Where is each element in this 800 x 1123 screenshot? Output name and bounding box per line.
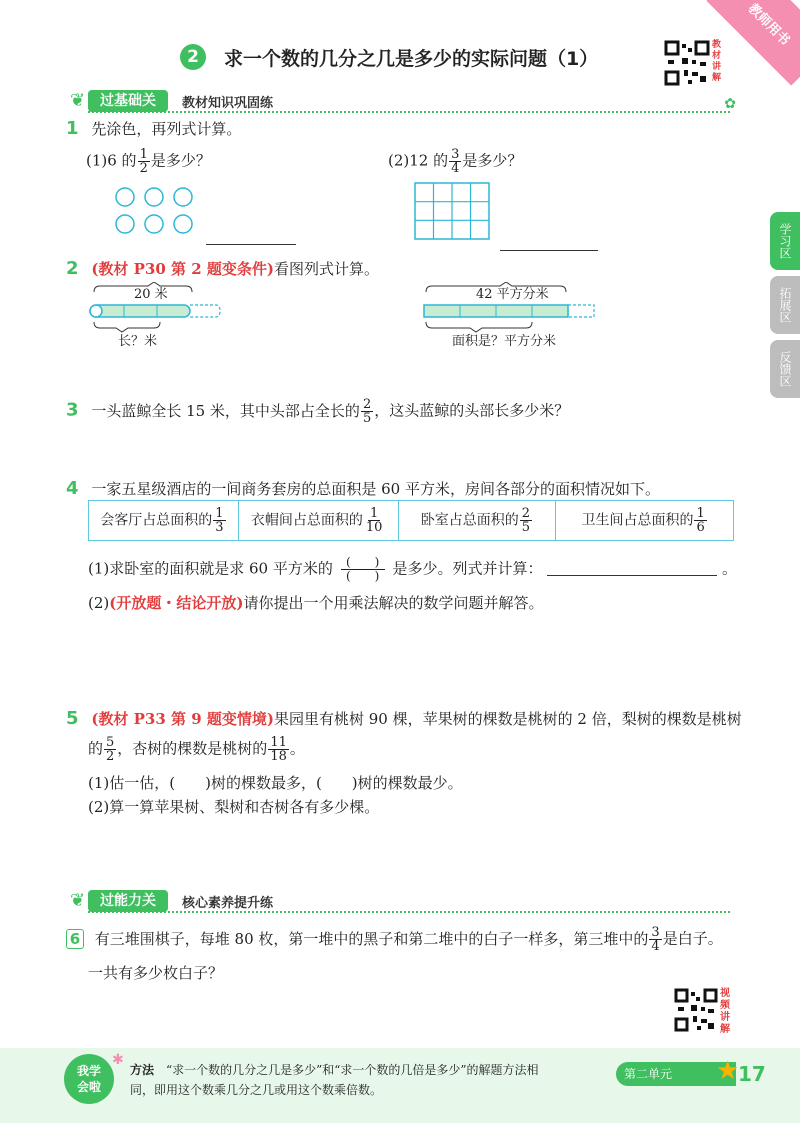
q1-part1: (1)6 的 $\frac{1}{2}$ 是多少？ [86, 147, 211, 176]
section-basic-bar [66, 90, 736, 112]
question-1: 1 先涂色，再列式计算。 [66, 118, 242, 139]
q1-grid[interactable] [414, 182, 490, 240]
table-cell: 衣帽间占总面积的 $\frac{1}{10}$ [238, 501, 398, 541]
footer-unit: 第二单元 [616, 1062, 736, 1086]
video-caption: 视 频 讲 解 [720, 988, 730, 1035]
qr-code-icon[interactable] [664, 40, 710, 86]
section-basic-subtitle: 教材知识巩固练 [182, 96, 274, 111]
table-cell: 会客厅占总面积的 $\frac{1}{3}$ [89, 501, 239, 541]
qr-caption: 教 材 讲 解 [712, 40, 722, 83]
q5-sub2: (2)算一算苹果树、梨树和杏树各有多少棵。 [88, 798, 380, 816]
question-4: 4 一家五星级酒店的一间商务套房的总面积是 60 平方米，房间各部分的面积情况如下。 [66, 478, 660, 499]
q1-answer-line-2[interactable] [500, 250, 598, 251]
flower-icon: ✿ [724, 96, 736, 112]
corner-badge-text: 教师用书 [744, 1, 793, 49]
leaf-icon: ❦ [70, 90, 86, 111]
q4-sub2: (2)(开放题・结论开放)请你提出一个用乘法解决的数学问题并解答。 [88, 594, 544, 612]
section-ability-bar [66, 890, 730, 912]
question-6: 6 有三堆围棋子，每堆 80 枚，第一堆中的黑子和第二堆中的白子一样多，第三堆中的 $\frac{3}{4}$ 是白子。 [66, 926, 756, 953]
leaf-icon: ❦ [70, 890, 86, 911]
q5-sub1[interactable]: (1)估一估，( )树的棵数最多，( )树的棵数最少。 [88, 774, 463, 792]
q1-part2: (2)12 的 $\frac{3}{4}$ 是多少？ [388, 147, 523, 176]
footer-badge: 我学 会啦 [64, 1054, 114, 1104]
question-2: 2 (教材 P30 第 2 题变条件)看图列式计算。 [66, 258, 380, 279]
section-basic-badge: 过基础关 [88, 90, 168, 112]
q4-answer-line[interactable] [547, 575, 717, 576]
tab-study[interactable]: 学习区 [770, 212, 800, 270]
q1-circles[interactable] [114, 186, 196, 236]
q2-fig2-top-label: 42 平方分米 [476, 287, 549, 302]
qr-code-icon[interactable] [674, 988, 718, 1032]
tab-feedback[interactable]: 反馈区 [770, 340, 800, 398]
lesson-number-badge [180, 44, 206, 70]
q2-fig1-top-label: 20 米 [134, 287, 168, 302]
table-cell: 卧室占总面积的 $\frac{2}{5}$ [398, 501, 556, 541]
table-cell: 卫生间占总面积的 $\frac{1}{6}$ [556, 501, 734, 541]
page-number: 17 [738, 1062, 766, 1086]
question-5: 5 (教材 P33 第 9 题变情境)果园里有桃树 90 棵，苹果树的棵数是桃树的 2 倍，梨树的棵数是桃树 [66, 708, 742, 729]
tab-extend[interactable]: 拓展区 [770, 276, 800, 334]
q2-fig2-bottom-label: 面积是？平方分米 [452, 334, 557, 349]
q2-fig1-bottom-label: 长？米 [118, 334, 158, 349]
q4-sub1: (1)求卧室的面积就是求 60 平方米的 ( ) ( ) 是多少。列式并计算： 。 [88, 555, 738, 583]
star-icon: ✱ [112, 1052, 124, 1068]
q4-fraction-blank[interactable]: ( ) ( ) [338, 556, 388, 583]
q1-answer-line-1[interactable] [206, 244, 296, 245]
footer-method: 方法 “求一个数的几分之几是多少”和“求一个数的几倍是多少”的解题方法相 同，即用这个数乘几分之几或用这个数乘倍数。 [130, 1063, 539, 1097]
section-ability-badge: 过能力关 [88, 890, 168, 912]
q6-line2: 一共有多少枚白子？ [88, 964, 224, 982]
question-3: 3 一头蓝鲸全长 15 米，其中头部占全长的 $\frac{2}{5}$ ，这头蓝鲸的头部长多少米？ [66, 397, 570, 426]
q4-rooms-table [88, 500, 734, 541]
lesson-number: 2 [187, 47, 199, 67]
mascot-icon: ★ [716, 1056, 740, 1086]
q5-line2: 的 $\frac{5}{2}$ ，杏树的棵数是桃树的 $\frac{11}{18}$ 。 [88, 735, 305, 764]
page-title: 求一个数的几分之几是多少的实际问题（1） [224, 48, 599, 70]
section-ability-subtitle: 核心素养提升练 [182, 896, 274, 911]
